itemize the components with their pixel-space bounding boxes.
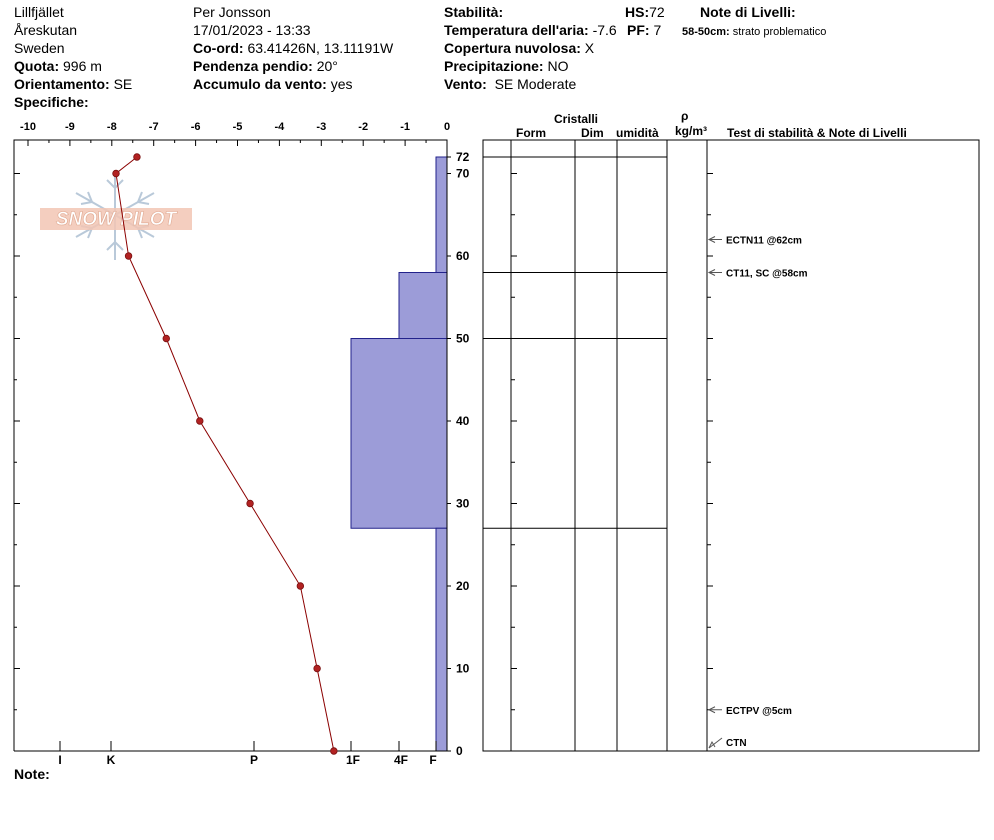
temperature-point bbox=[331, 748, 338, 755]
temp-tick-label: -3 bbox=[316, 121, 327, 133]
depth-tick-label: 40 bbox=[456, 414, 470, 428]
wind-value: SE Moderate bbox=[494, 76, 577, 92]
temperature-point bbox=[314, 665, 321, 672]
density-symbol: ρ bbox=[681, 109, 689, 123]
temp-tick-label: -2 bbox=[358, 121, 369, 133]
temp-tick-label: -4 bbox=[274, 121, 285, 133]
temperature-point bbox=[163, 335, 170, 342]
temperature-point bbox=[297, 583, 304, 590]
pf-value: 7 bbox=[653, 22, 662, 38]
notes-label: Note: bbox=[14, 766, 50, 782]
dim-header: Dim bbox=[581, 126, 604, 140]
precip-value: NO bbox=[547, 58, 569, 74]
temperature-line bbox=[116, 157, 334, 751]
slope-value: 20° bbox=[316, 58, 338, 74]
moisture-header: umidità bbox=[616, 126, 659, 140]
temperature-point bbox=[134, 154, 141, 161]
stability-test-label: CT11, SC @58cm bbox=[726, 268, 808, 280]
slope-label: Pendenza pendio: bbox=[193, 58, 313, 74]
layer-note-range: 58-50cm: bbox=[682, 26, 730, 38]
watermark-text: SNOW PILOT bbox=[55, 209, 177, 230]
depth-tick-label: 50 bbox=[456, 331, 470, 346]
depth-tick-label: 70 bbox=[456, 166, 470, 181]
air-temp-value: -7.6 bbox=[592, 22, 617, 38]
depth-tick-label: 72 bbox=[456, 150, 470, 164]
temperature-point bbox=[196, 418, 203, 425]
layer-notes-label: Note di Livelli: bbox=[700, 4, 796, 20]
temp-tick-label: -9 bbox=[65, 121, 75, 133]
aspect-value: SE bbox=[113, 76, 133, 92]
hardness-label: K bbox=[106, 753, 116, 767]
hardness-label: 4F bbox=[393, 753, 409, 767]
temp-tick-label: 0 bbox=[443, 121, 451, 133]
hardness-layer-3 bbox=[436, 528, 447, 751]
location-name: Lillfjället bbox=[14, 4, 64, 20]
hs-value: 72 bbox=[649, 4, 665, 20]
pf-label: PF: bbox=[627, 22, 650, 38]
coord-value: 63.41426N, 13.11191W bbox=[247, 40, 394, 56]
country-name: Sweden bbox=[14, 40, 65, 56]
depth-tick-label: 10 bbox=[456, 661, 470, 676]
hardness-label: F bbox=[429, 753, 437, 767]
layer-note-text: strato problematico bbox=[732, 26, 827, 38]
temperature-point bbox=[247, 500, 254, 507]
elevation-value: 996 m bbox=[63, 58, 102, 74]
depth-tick-label: 60 bbox=[456, 249, 470, 263]
cloud-value: X bbox=[584, 40, 595, 56]
depth-tick-label: 20 bbox=[456, 579, 470, 593]
form-header: Form bbox=[516, 126, 546, 140]
stability-test-label: ECTPV @5cm bbox=[726, 705, 792, 717]
temp-tick-label: -6 bbox=[190, 121, 201, 133]
hs-label: HS: bbox=[625, 4, 650, 20]
stability-test-label: ECTN11 @62cm bbox=[726, 235, 802, 247]
hardness-layer-2 bbox=[351, 339, 447, 529]
crystals-header: Cristalli bbox=[554, 112, 599, 126]
wind-loading-label: Accumulo da vento: bbox=[193, 76, 327, 92]
coord-label: Co-ord: bbox=[193, 40, 244, 56]
hardness-label: I bbox=[58, 753, 62, 767]
hardness-layer-1 bbox=[399, 273, 447, 339]
snowpilot-watermark bbox=[40, 170, 192, 260]
elevation-label: Quota: bbox=[14, 58, 60, 74]
stability-test-label: CTN bbox=[726, 738, 747, 749]
temperature-point bbox=[125, 253, 132, 260]
aspect-label: Orientamento: bbox=[14, 76, 110, 92]
wind-loading-value: yes bbox=[330, 76, 353, 92]
temp-tick-label: -1 bbox=[400, 121, 410, 133]
air-temp-label: Temperatura dell'aria: bbox=[444, 22, 589, 38]
observation-datetime: 17/01/2023 - 13:33 bbox=[193, 22, 311, 38]
temp-tick-label: -7 bbox=[148, 121, 159, 133]
hardness-layer-0 bbox=[436, 157, 447, 273]
wind-label: Vento: bbox=[444, 76, 487, 92]
stability-label: Stabilità: bbox=[444, 4, 504, 20]
temp-tick-label: -10 bbox=[20, 121, 36, 133]
test-arrow-head bbox=[709, 742, 715, 748]
area-name: Åreskutan bbox=[14, 22, 78, 38]
temperature-point bbox=[113, 170, 120, 177]
density-unit: kg/m³ bbox=[675, 124, 708, 138]
cloud-label: Copertura nuvolosa: bbox=[444, 40, 581, 56]
observer-name: Per Jonsson bbox=[193, 4, 271, 20]
depth-tick-label: 0 bbox=[456, 744, 463, 758]
hardness-label: P bbox=[249, 753, 259, 767]
temp-tick-label: -8 bbox=[106, 121, 117, 133]
hardness-label: 1F bbox=[345, 753, 361, 767]
temp-tick-label: -5 bbox=[232, 121, 243, 133]
depth-tick-label: 30 bbox=[456, 496, 470, 511]
specifics-label: Specifiche: bbox=[14, 94, 89, 110]
stability-tests-header: Test di stabilità & Note di Livelli bbox=[727, 126, 907, 140]
layer-table-frame bbox=[483, 140, 979, 751]
precip-label: Precipitazione: bbox=[444, 58, 544, 74]
